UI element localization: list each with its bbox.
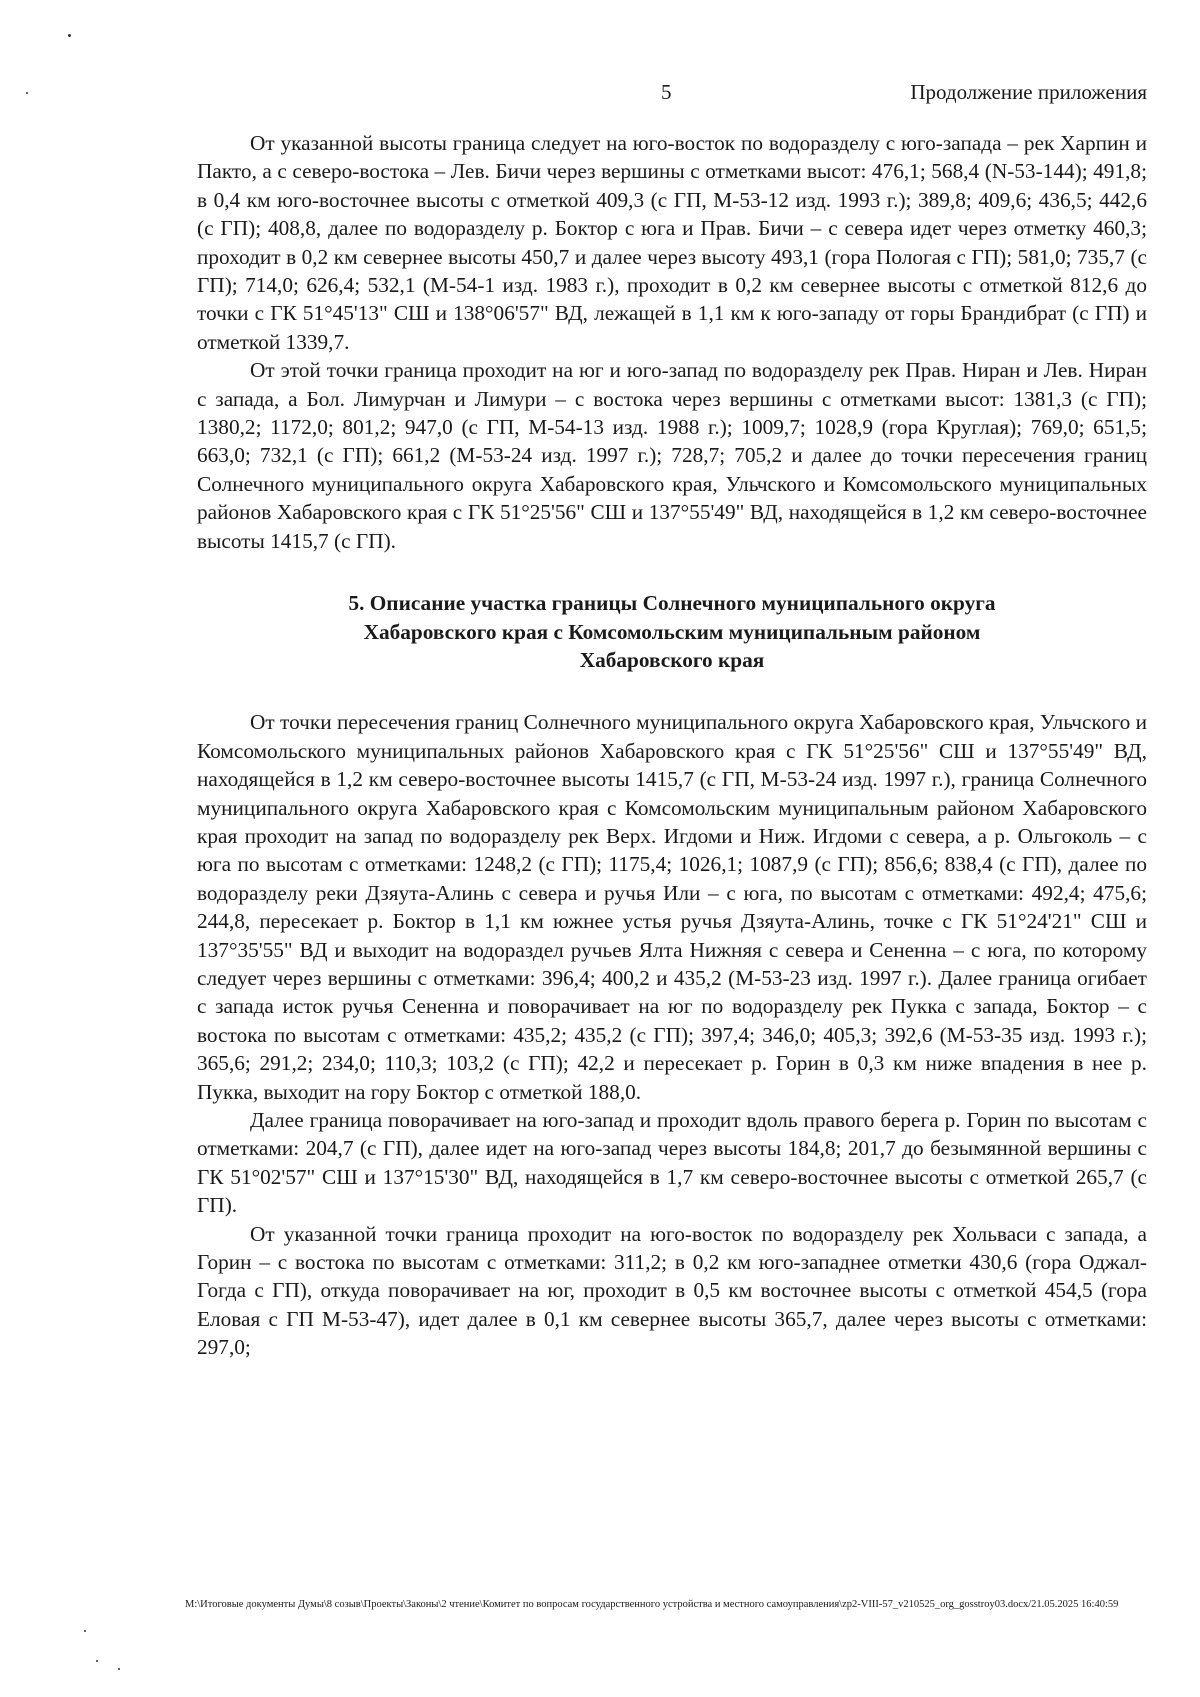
scan-speck [26,92,28,94]
section-title-line: 5. Описание участка границы Солнечного муниципального округа [348,591,996,616]
section-title [197,589,1147,674]
paragraph: От указанной точки граница проходит на юго-восток по водоразделу рек Хольваси с запада, а Горин – с востока по высотам с отметками: 311,2; в 0,2 км юго-западнее отметки 430,6 (гора Оджал-Гогда с ГП), откуда поворачивает на юг, проходит в 0,5 км восточнее высоты с отметкой 454,5 (гора Еловая с ГП М-53-47), идет далее в 0,1 км севернее высоты 365,7, далее через высоты с отметками: 297,0; [197,1221,1147,1360]
scan-speck [68,34,71,37]
section-title-line: Хабаровского края с Комсомольским муниципальным районом [363,619,981,644]
paragraph: От указанной высоты граница следует на юго-восток по водоразделу с юго-запада – рек Харпин и Пакто, а с северо-востока – Лев. Бичи через вершины с отметками высот: 476,1; 568,4 (N-53-144); 491,8; в 0,4 км юго-восточнее высоты с отметкой 409,3 (с ГП, М-53-12 изд. 1993 г.); 389,8; 409,6; 436,5; 442,6 (с ГП); 408,8, далее по водоразделу р. Боктор с юга и Прав. Бичи – с севера идет через отметку 460,3; проходит в 0,2 км севернее высоты 450,7 и далее через высоту 493,1 (гора Пологая с ГП); 581,0; 735,7 (с ГП); 714,0; 626,4; 532,1 (М-54-1 изд. 1983 г.), проходит в 0,2 км севернее высоты с отметкой 812,6 до точки с ГК 51°45'13" СШ и 138°06'57" ВД, лежащей в 1,1 км к юго-западу от горы Брандибрат (с ГП) и отметкой 1339,7. [197,131,1147,354]
paragraph: От точки пересечения границ Солнечного муниципального округа Хабаровского края, Ульчского и Комсомольского муниципальных районов Хабаровского края с ГК 51°25'56" СШ и 137°55'49" ВД, находящейся в 1,2 км северо-восточнее высоты 1415,7 (с ГП, М-53-24 изд. 1997 г.), граница Солнечного муниципального округа Хабаровского края с Комсомольским муниципальным районом Хабаровского края проходит на запад по водоразделу рек Верх. Игдоми и Ниж. Игдоми с севера, а р. Ольгоколь – с юга по высотам с отметками: 1248,2 (с ГП); 1175,4; 1026,1; 1087,9 (с ГП); 856,6; 838,4 (с ГП), далее по водоразделу реки Дзяута-Алинь с севера и ручья Или – с юга, по высотам с отметками: 492,4; 475,6; 244,8, пересекает р. Боктор в 1,1 км южнее устья ручья Дзяута-Алинь, точке с ГК 51°24'21" СШ и 137°35'55" ВД и выходит на водораздел ручьев Ялта Нижняя с севера и Сененна – с юга, по которому следует через вершины с отметками: 396,4; 400,2 и 435,2 (М-53-23 изд. 1997 г.). Далее граница огибает с запада исток ручья Сененна и поворачивает на юг по водоразделу рек Пукка с запада, Боктор – с востока по высотам с отметками: 435,2; 435,2 (с ГП); 397,4; 346,0; 405,3; 392,6 (М-53-35 изд. 1993 г.); 365,6; 291,2; 234,0; 110,3; 103,2 (с ГП); 42,2 и пересекает р. Горин в 0,3 км ниже впадения в нее р. Пукка, выходит на гору Боктор с отметкой 188,0. [197,710,1147,1104]
paragraph: От этой точки граница проходит на юг и юго-запад по водоразделу рек Прав. Ниран и Лев. Ниран с запада, а Бол. Лимурчан и Лимури – с востока через вершины с отметками высот: 1381,3 (с ГП); 1380,2; 1172,0; 801,2; 947,0 (с ГП, М-54-13 изд. 1988 г.); 1009,7; 1028,9 (гора Круглая); 769,0; 651,5; 663,0; 732,1 (с ГП); 661,2 (М-53-24 изд. 1997 г.); 728,7; 705,2 и далее до точки пересечения границ Солнечного муниципального округа Хабаровского края, Ульчского и Комсомольского муниципальных районов Хабаровского края с ГК 51°25'56" СШ и 137°55'49" ВД, находящейся в 1,2 км северо-восточнее высоты 1415,7 (с ГП). [197,358,1147,553]
scan-speck [96,1660,98,1662]
page-header-note: Продолжение приложения [910,80,1147,104]
page-number: 5 [661,80,672,104]
scan-speck [118,1668,120,1670]
section-title-line: Хабаровского края [579,647,765,672]
file-path-footer: М:\Итоговые документы Думы\8 созыв\Проекты\Законы\2 чтение\Комитет по вопросам государственного устройства и местного самоуправления\zp2-VIII-57_v210525_org_gosstroy03.docx/21.05.2025 16:40:59 [185,1599,1119,1610]
scan-speck [84,1630,86,1632]
paragraph: Далее граница поворачивает на юго-запад и проходит вдоль правого берега р. Горин по высотам с отметками: 204,7 (с ГП), далее идет на юго-запад через высоты 184,8; 201,7 до безымянной вершины с ГК 51°02'57" СШ и 137°15'30" ВД, находящейся в 1,7 км северо-восточнее высоты с отметкой 265,7 (с ГП). [197,1108,1147,1218]
document-body [197,129,1147,1362]
